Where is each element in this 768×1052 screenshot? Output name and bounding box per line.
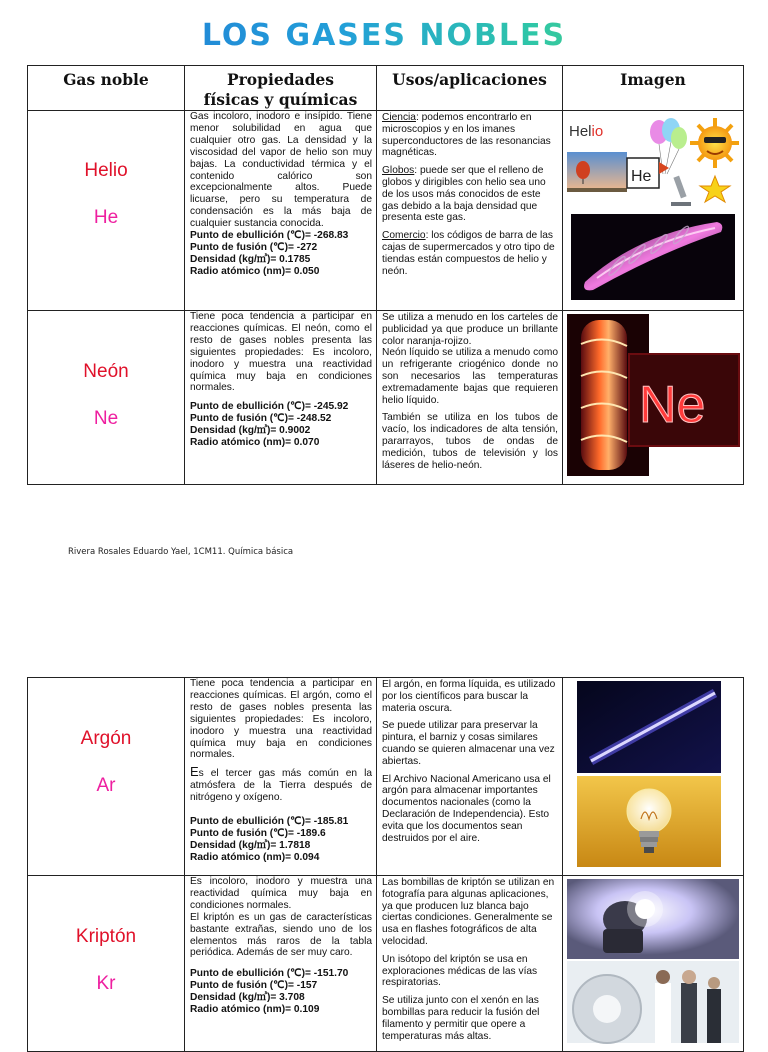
gas-name-neon: Neón	[83, 361, 129, 382]
use-comercio-helio	[382, 230, 558, 277]
table-header-row	[28, 66, 744, 111]
use-text-kripton-1: Las bombillas de kriptón se utilizan en fotografía para algunas aplicaciones, ya que producen luz blanca bajo ciertas condiciones. Generalmente se usa en flashes fotográficos de alta velocidad.	[382, 877, 555, 947]
use-text-argon-2: Se puede utilizar para preservar la pintura, el barniz y cosas similares cuando se quieren almacenar una vez abiertas.	[382, 720, 555, 767]
melting-point-helio: Punto de fusión (℃)= -272	[190, 241, 318, 253]
gas-symbol-kripton: Kr	[96, 973, 116, 994]
uses-cell-argon	[377, 678, 563, 876]
melting-point-neon: Punto de fusión (℃)= -248.52	[190, 413, 332, 425]
use-text-neon-2: Neón líquido se utiliza a menudo como un refrigerante criogénico donde no son necesarios las temperaturas extremadamente bajas que requieren helio líquido.	[382, 347, 558, 406]
gas-symbol-neon: Ne	[93, 408, 119, 429]
gases-table-2	[27, 677, 744, 1052]
he-card-label: He	[631, 168, 652, 185]
helio-image-label: Helio	[569, 123, 604, 140]
gas-cell-argon	[28, 678, 185, 876]
header-uses: Usos/aplicaciones	[377, 66, 563, 111]
image-cell-helio	[563, 111, 744, 311]
atomic-radius-kripton: Radio atómico (nm)= 0.109	[190, 1004, 320, 1016]
table-row-kripton	[28, 876, 744, 1052]
gas-cell-neon	[28, 311, 185, 485]
props-cell-helio	[185, 111, 377, 311]
melting-point-kripton: Punto de fusión (℃)= -157	[190, 980, 318, 992]
neon-illustration	[567, 314, 739, 476]
image-cell-neon	[563, 311, 744, 485]
atomic-radius-neon: Radio atómico (nm)= 0.070	[190, 437, 320, 449]
footer-credit: Rivera Rosales Eduardo Yael, 1CM11. Química básica	[68, 547, 294, 557]
props-text-argon-2-body: s el tercer gas más común en la atmósfera de la Tierra después de nitrógeno y oxígeno.	[190, 768, 372, 804]
melting-point-argon: Punto de fusión (℃)= -189.6	[190, 827, 326, 839]
uses-cell-neon	[377, 311, 563, 485]
header-gas: Gas noble	[28, 66, 185, 111]
gas-symbol-helio: He	[93, 207, 119, 228]
use-text-comercio: : los códigos de barra de las cajas de supermercados y otro tipo de tiendas están compuestos de helio y neón.	[382, 230, 555, 277]
props-text-kripton: Es incoloro, inodoro y muestra una reactividad química muy baja en condiciones normales.	[190, 876, 372, 911]
header-image: Imagen	[563, 66, 744, 111]
density-argon: Densidad (kg/㎥)= 1.7818	[190, 839, 311, 851]
atomic-radius-argon: Radio atómico (nm)= 0.094	[190, 851, 320, 863]
props-cell-argon	[185, 678, 377, 876]
props-text-neon: Tiene poca tendencia a participar en reacciones químicas. El neón, como el resto de gases nobles presenta las siguientes propiedades: Es incoloro, inodoro y muestra una reactividad química muy baja en condiciones normales.	[190, 311, 372, 394]
props-text-argon-2	[190, 766, 372, 804]
density-neon: Densidad (kg/㎥)= 0.9002	[190, 425, 311, 437]
gas-name-argon: Argón	[80, 728, 132, 749]
boiling-point-neon: Punto de ebullición (℃)= -245.92	[190, 401, 349, 413]
image-cell-kripton	[563, 876, 744, 1052]
hot-air-balloon-photo	[567, 152, 627, 192]
density-kripton: Densidad (kg/㎥)= 3.708	[190, 992, 305, 1004]
use-text-kripton-2: Un isótopo del kriptón se usa en exploraciones médicas de las vías respiratorias.	[382, 953, 538, 989]
density-helio: Densidad (kg/㎥)= 0.1785	[190, 253, 311, 265]
props-text-kripton-2: El kriptón es un gas de características bastante extrañas, siendo uno de los elementos más raros de la tabla periódica. Además de ser muy caro.	[190, 911, 372, 959]
gas-symbol-argon: Ar	[96, 775, 116, 796]
use-text-argon-3: El Archivo Nacional Americano usa el argón para almacenar importantes documentos nacionales (como la Declaración de Independencia). Esto evita que los documentos sean destruidos por el aire.	[382, 773, 551, 844]
gases-table-1	[27, 65, 744, 485]
use-text-ciencia: : podemos encontrarlo en microscopios y en los imanes superconductores de las resonancias magnéticas.	[382, 112, 551, 159]
table-row-helio	[28, 111, 744, 311]
uses-cell-helio	[377, 111, 563, 311]
use-text-globos: : puede ser que el relleno de globos y dirigibles con helio sea uno de los usos más conocidos de este gas debido a la baja densidad que presenta este gas.	[382, 165, 546, 224]
use-text-neon-3: También se utiliza en los tubos de vacío, los indicadores de alta tensión, pararrayos, tubos de ondas de medición, tubos de televisión y los láseres de helio-neón.	[382, 412, 558, 471]
boiling-point-kripton: Punto de ebullición (℃)= -151.70	[190, 968, 349, 980]
props-initial-argon: E	[190, 764, 199, 780]
gas-name-helio: Helio	[84, 160, 128, 181]
use-label-comercio: Comercio	[382, 230, 426, 242]
gas-name-kripton: Kriptón	[75, 926, 137, 947]
uses-cell-kripton	[377, 876, 563, 1052]
table-row-argon	[28, 678, 744, 876]
argon-tube-photo	[577, 681, 721, 773]
props-text-helio: Gas incoloro, inodoro e insípido. Tiene menor solubilidad en agua que cualquier otro gas. La densidad y la viscosidad del vapor de helio son muy bajas. La conductividad térmica y el contenido calórico son excepcionalmente altos. Puede licuarse, pero su temperatura de condensación es la más baja de cualquier sustancia conocida.	[190, 111, 372, 230]
use-text-kripton-3: Se utiliza junto con el xenón en las bombillas para reducir la fusión del filamento y permitir que opere a temperaturas más altas.	[382, 995, 540, 1042]
ne-sign-label: Ne	[639, 376, 706, 434]
medical-scan-photo	[567, 961, 739, 1043]
camera-flash-photo	[567, 879, 739, 959]
page-title: LOS GASES NOBLES	[0, 18, 768, 53]
props-cell-neon	[185, 311, 377, 485]
helio-illustration	[567, 114, 739, 302]
props-text-argon: Tiene poca tendencia a participar en reacciones químicas. El argón, como el resto de gases nobles presenta las siguientes propiedades: Es incoloro, inodoro y muestra una reactividad química muy baja en condiciones normales.	[190, 678, 372, 761]
neon-sign-photo	[629, 354, 739, 446]
use-text-argon-1: El argón, en forma líquida, es utilizado por los científicos para buscar la materia oscura.	[382, 679, 556, 714]
use-label-ciencia: Ciencia	[382, 112, 416, 123]
header-props-line2: físicas y químicas	[203, 90, 358, 109]
gas-cell-helio	[28, 111, 185, 311]
kripton-illustration	[567, 879, 739, 1043]
use-label-globos: Globos	[382, 165, 415, 177]
table-row-neon	[28, 311, 744, 485]
props-cell-kripton	[185, 876, 377, 1052]
use-text-neon-1: Se utiliza a menudo en los carteles de publicidad ya que produce un brillante color naranja-rojizo.	[382, 312, 558, 347]
argon-illustration	[567, 681, 739, 867]
header-props-line1: Propiedades	[226, 70, 335, 89]
gas-cell-kripton	[28, 876, 185, 1052]
use-globos-helio	[382, 165, 558, 224]
use-ciencia-helio	[382, 112, 558, 159]
header-props	[185, 66, 377, 111]
light-bulb-photo	[577, 776, 721, 867]
image-cell-argon	[563, 678, 744, 876]
boiling-point-argon: Punto de ebullición (℃)= -185.81	[190, 816, 349, 828]
boiling-point-helio: Punto de ebullición (℃)= -268.83	[190, 230, 349, 242]
atomic-radius-helio: Radio atómico (nm)= 0.050	[190, 265, 320, 277]
